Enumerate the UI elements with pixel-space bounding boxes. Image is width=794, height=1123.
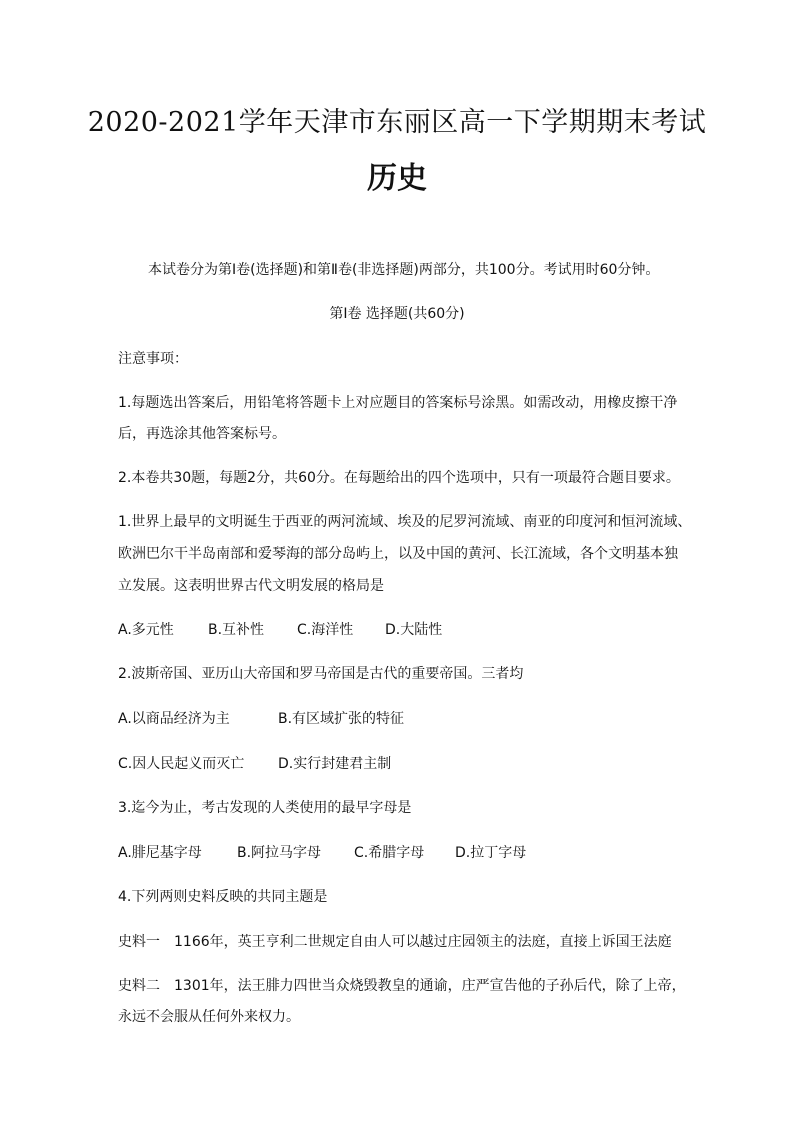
exam-title: 2020-2021学年天津市东丽区高一下学期期末考试	[87, 107, 707, 138]
question-2-option-d: D.实行封建君主制	[278, 756, 392, 772]
question-4-source-2	[118, 975, 686, 995]
exam-intro: 本试卷分为第Ⅰ卷(选择题)和第Ⅱ卷(非选择题)两部分，共100分。考试用时60分钟。	[148, 262, 660, 278]
question-4-stem: 4.下列两则史料反映的共同主题是	[118, 889, 328, 905]
source-2-label: 史料二	[118, 978, 160, 994]
question-3-option-d: D.拉丁字母	[455, 845, 527, 861]
question-1-option-c: C.海洋性	[297, 622, 354, 638]
notes-heading: 注意事项：	[118, 351, 188, 367]
question-1-line-2: 欧洲巴尔干半岛南部和爱琴海的部分岛屿上，以及中国的黄河、长江流域，各个文明基本独	[118, 546, 678, 562]
section-title: 第Ⅰ卷 选择题(共60分)	[329, 306, 465, 322]
question-2-stem: 2.波斯帝国、亚历山大帝国和罗马帝国是古代的重要帝国。三者均	[118, 666, 524, 682]
question-2-option-b: B.有区域扩张的特征	[278, 711, 405, 727]
subject-title: 历史	[367, 161, 427, 196]
question-3-option-a: A.腓尼基字母	[118, 845, 202, 861]
question-1-option-d: D.大陆性	[385, 622, 443, 638]
source-1-label: 史料一	[118, 934, 160, 950]
question-2-option-a: A.以商品经济为主	[118, 711, 230, 727]
question-1-option-b: B.互补性	[208, 622, 265, 638]
question-3-option-c: C.希腊字母	[354, 845, 425, 861]
question-1-line-3: 立发展。这表明世界古代文明发展的格局是	[118, 578, 384, 594]
question-1-option-a: A.多元性	[118, 622, 174, 638]
note-item-2: 2.本卷共30题，每题2分，共60分。在每题给出的四个选项中，只有一项最符合题目要求。	[118, 470, 680, 486]
source-2-text: 1301年，法王腓力四世当众烧毁教皇的通谕，庄严宣告他的子孙后代，除了上帝，	[174, 978, 686, 994]
question-2-option-c: C.因人民起义而灭亡	[118, 756, 245, 772]
question-3-stem: 3.迄今为止，考古发现的人类使用的最早字母是	[118, 800, 412, 816]
source-1-text: 1166年，英王亨利二世规定自由人可以越过庄园领主的法庭，直接上诉国王法庭	[174, 934, 672, 950]
question-3-option-b: B.阿拉马字母	[237, 845, 322, 861]
question-4-source-2-continued: 永远不会服从任何外来权力。	[118, 1009, 300, 1025]
question-1-line-1: 1.世界上最早的文明诞生于西亚的两河流域、埃及的尼罗河流域、南亚的印度河和恒河流域、	[118, 514, 692, 530]
note-item-1-line-2: 后，再选涂其他答案标号。	[118, 426, 286, 442]
question-4-source-1	[118, 931, 672, 951]
note-item-1-line-1: 1.每题选出答案后，用铅笔将答题卡上对应题目的答案标号涂黑。如需改动，用橡皮擦干净	[118, 395, 678, 411]
